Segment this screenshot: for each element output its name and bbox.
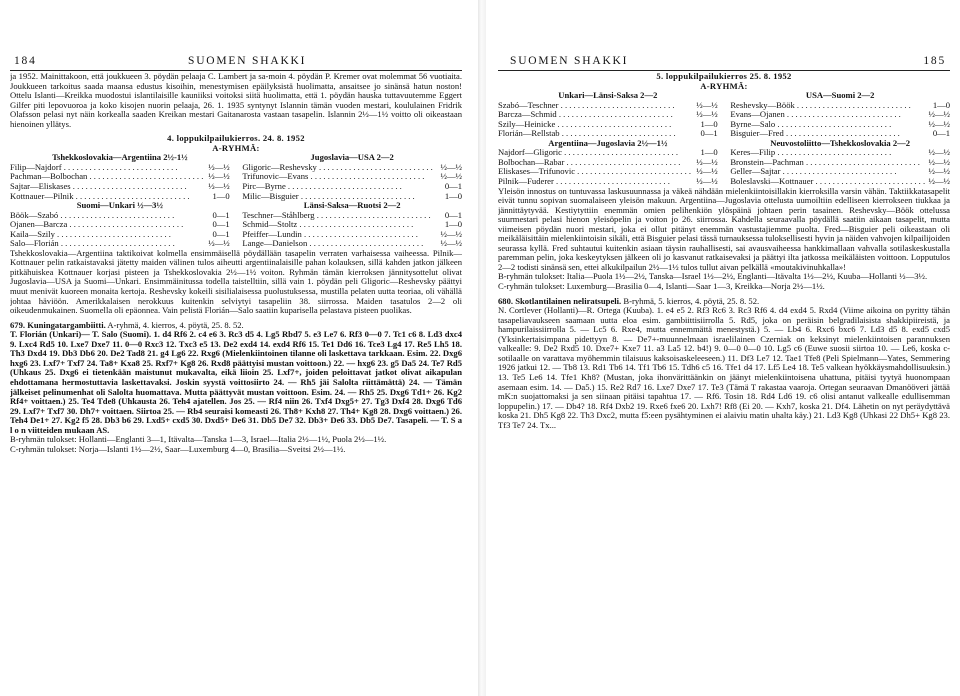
game-row: Schmid—Stoltz . . . 1—0 <box>242 220 462 230</box>
game-row: Trifunovic—Evans . . . ½—½ <box>242 172 462 182</box>
game-row: Gligoric—Reshevsky . . . ½—½ <box>242 163 462 173</box>
game-row: Lange—Danielson . . . ½—½ <box>242 239 462 249</box>
left-page <box>10 0 462 696</box>
match-title: Neuvostoliitto—Tshekkoslovakia 2—2 <box>770 137 911 148</box>
game-row: Pilnik—Fuderer . . . ½—½ <box>498 177 718 187</box>
game-row: Milic—Bisguier . . . 1—0 <box>242 192 462 202</box>
left-page-body <box>10 72 462 454</box>
game-row: Kaila—Szily . . . 0—1 <box>10 230 230 240</box>
right-page <box>498 0 950 696</box>
left-game-intro: A-ryhmä, 4. kierros, 4. pöytä, 25. 8. 52. <box>107 319 244 330</box>
book-gutter <box>478 0 486 696</box>
game-row: Keres—Filip . . . ½—½ <box>730 148 950 158</box>
left-group-heading: A-RYHMÄ: <box>212 142 260 153</box>
game-row: Geller—Sajtar . . . ½—½ <box>730 167 950 177</box>
right-results-column-b <box>730 91 950 186</box>
right-results-column-a <box>498 91 718 186</box>
game-row: Böök—Szabó . . . 0—1 <box>10 211 230 221</box>
match-title: Unkari—Länsi-Saksa 2—2 <box>558 90 658 101</box>
right-c-group-results: C-ryhmän tulokset: Luxemburg—Brasilia 0—4, Islanti—Saar 1—3, Kreikka—Norja 2½—1½. <box>498 281 825 292</box>
left-round-heading: 4. loppukilpailukierros. 24. 8. 1952 <box>167 133 305 144</box>
left-results-table <box>10 153 462 248</box>
game-row: Reshevsky—Böök . . . 1—0 <box>730 101 950 111</box>
game-row: Szabó—Teschner . . . ½—½ <box>498 101 718 111</box>
left-page-number: 184 <box>14 55 37 67</box>
left-game-moves: T. Florián (Unkari)— T. Salo (Suomi). 1. d4 Rf6 2. c4 e6 3. Rc3 d5 4. Lg5 Rbd7 5. e3 Le7 6. Rf3 0—0 7. Tc1 c6 8. Ld3 dxc4 9. Lxc4 Rd5 10. Lxe7 Dxe7 11. 0—0 Rxc3 12. Txc3 e5 13. De2 exd4 14. exd4 Rf6 15. Te1 Dd6 16. Tce3 Lg4 17. Re5 Lh5 18. Th3 Dxd4 19. Db3 Db6 20. De2 Tad8 21. g4 Lg6 22. Rxg6 (Mielenkiintoinen tilanne oli laskettava tarkkaan. Esim. 22. Dxg6 hxg6 23. Lxf7+ Txf7 24. Ta8+ Kxa8 25. Rxf7+ Kg8 26. Rxd8 päättyisi mustan voittoon.) 22. — hxg6 23. g5 Da5 24. Te7 Rd5 (Uhkaus 25. Dxg6 ei tietenkään maistunut mukavalta, eikä liioin 25. Lxf7+, joiden peloittavat jatkot olivat aikapulan ehdottamana hermostuttavia laskettavaksi. Joskin syystä voittosiirto 24. — Rh5 jäi Salolta riittämättä) 24. — Tämän jälkeiset pelinumenhat oli Salolta huomattava. Mutta päättyvät mustan voittoon. Esim. 24. — Rh5 25. Dxg6 Td1+ 26. Kg2 Rf4+ voittaen.) 25. Te4 Tde8 (Uhkausta 26. Teh4 ajatellen. Jos 25. — Rf4 niin 26. Txf4 Dxg5+ 27. Tg3 Dxf4 28. Dxg6 Td6 29. Lxf7+ Txf7 30. Dh7+ voittaen. Siirtoa 25. — Rb4 seuraisi komeasti 26. Th8+ Kxh8 27. Th4+ Kg8 28. Dxg6 voittaen.) 26. Teh4 De1+ 27. Kg2 f5 28. Db3 b6 29. Lxd5+ cxd5 30. Dxd5+ De6 31. Db5 De7 32. Db3+ De6 33. Db5 De7. Tasapeli. — T. S a l o n viitteiden mukaan AS. <box>10 329 462 435</box>
game-row: Kottnauer—Pilnik . . . 1—0 <box>10 192 230 202</box>
right-game-title: 680. Skotlantilainen neliratsupeli. <box>498 295 622 306</box>
right-page-header <box>498 46 950 71</box>
match-title: Jugoslavia—USA 2—2 <box>310 152 394 163</box>
game-row: Evans—Ojanen . . . ½—½ <box>730 110 950 120</box>
right-round-heading: 5. loppukilpailukierros 25. 8. 1952 <box>656 71 792 81</box>
match-title: Suomi—Unkari ½—3½ <box>76 200 163 211</box>
right-page-body <box>498 72 950 430</box>
game-row: Sajtar—Eliskases . . . ½—½ <box>10 182 230 192</box>
game-row: Pirc—Byrne . . . 0—1 <box>242 182 462 192</box>
match-title: Länsi-Saksa—Ruotsi 2—2 <box>303 200 401 211</box>
left-running-title: SUOMEN SHAKKI <box>188 55 307 67</box>
left-results-column-b <box>242 153 462 248</box>
left-paragraph-report: Tshekkoslovakia—Argentiina taktikoivat kolmella ensimmäisellä pöydällään tasapelin verraten varhaisessa vaiheessa. Pilnik—Kottnauer pelin ratkaistavaksi jätetty maiden välinen tulos aiheutti argentiinalaisille pahan kolauksen, sillä kahden jatkon jälkeen pitkähuiskea Kottnauer korjasi pisteen ja Tshekkoslovakia 2½—1½ voiton. Ryhmän tämän kierroksen jännitysottelut olivat Jugoslavia—USA ja Suomi—Unkari. Ensimmäinitussa todella taistelltiin, sillä vain 1. pöydän peli Gligoric—Reshevsky päättyi muut menivät kuoreen monaita kertoja. Reshevsky kokeili sisilialaisessa puolustuksessa, mustilla pelaten uutta teoriaa, oli vähällä johtaa häviöön. Amerikkalaisen nerokkuus kuitenkin selviytyi tasapeliin 38. siirrossa. Maiden tasatulos 2—2 oli oikeudenmukainen. Suomella oli epäonnea. Vain pelistä Florián—Salo saatiin kuparisella pelastava pisteen puolikas. <box>10 247 462 316</box>
match-title: USA—Suomi 2—2 <box>805 90 875 101</box>
right-results-table <box>498 91 950 186</box>
left-b-group-results: B-ryhmän tulokset: Hollanti—Englanti 3—1, Itävalta—Tanska 1—3, Israel—Italia 2½—1½, Puola 2½—1½. <box>10 434 387 445</box>
right-group-heading: A-RYHMÄ: <box>700 80 748 91</box>
right-page-number: 185 <box>923 55 946 67</box>
game-row: Byrne—Salo . . . ½—½ <box>730 120 950 130</box>
game-row: Pfeiffer—Lundin . . . ½—½ <box>242 230 462 240</box>
game-row: Salo—Florián . . . ½—½ <box>10 239 230 249</box>
game-row: Bisguier—Fred . . . 0—1 <box>730 129 950 139</box>
right-paragraph-report: Yleisön innostus on tuntuvassa laskusuunnassa ja väkeä nähdään mielenkiintoisillakin kierroksilla varsin vähän. Taktiikkatasapelit eivät tunnu sopivan suomalaiseen yleisön makuun. Argentiina—Jugoslavia ottelusta uumoiltiin edelliseen kierrokseen tiukkaa ja jännittäytyvää. Kestiytyttiin enemmän omien pelihenkiön ylöspäinä johtaen perin tasainen. Reshevsky—Böök ottelussa suurmestari pelasi hienon yleisöpelin ja voiton jo 26. siirrossa. Kahdella seuraavalla pöydällä saatiin aikaan tasapelit, mutta viimeisen pöydän nuori mestari, joka ei ollut pitänyt enemmän vastustajiemme puolta. Fred—Bisguier peli oikeastaan oli meikäläisittäin mielenkiintoisin sikäli, että Bisguier pelasi tässä turnauksessa tuloksellisesti hyvin ja näiden vahvojen kilpailijoiden seurassa kyllä. Fred suhtautui kuitenkin asiaan täysin rauhallisesti, sai avausvaiheessa hankkimallaan vahvalla sotilaskeskustalla paremman pelin, joka keskeytyksen jälkeen oli jo kasvanut ratkaisevaksi ja päättyi ilta jatkossa meikäläisten voittoon. Lopputulos 2—2 todisti sinänsä sen, ettei alkukilpailun 2½—1½ tulos tullut aivan pelkällä «moutakivinuhkalla»! <box>498 185 950 272</box>
left-game-title: 679. Kuningatargambiitti. <box>10 319 106 330</box>
game-row: Filip—Najdorf . . . ½—½ <box>10 163 230 173</box>
right-game-intro: B-ryhmä, 5. kierros, 4. pöytä, 25. 8. 52. <box>623 295 760 306</box>
game-row: Szily—Heinicke . . . 1—0 <box>498 120 718 130</box>
game-row: Teschner—Ståhlberg . . . 0—1 <box>242 211 462 221</box>
match-title: Argentiina—Jugoslavia 2½—1½ <box>548 137 668 148</box>
game-row: Bolbochan—Rabar . . . ½—½ <box>498 158 718 168</box>
game-row: Najdorf—Gligoric . . . 1—0 <box>498 148 718 158</box>
game-row: Barcza—Schmid . . . ½—½ <box>498 110 718 120</box>
left-results-column-a <box>10 153 230 248</box>
game-row: Eliskases—Trifunovic . . . ½—½ <box>498 167 718 177</box>
game-row: Boleslavski—Kottnauer . . . ½—½ <box>730 177 950 187</box>
right-game-moves: N. Cortlever (Hollanti)—R. Ortega (Kuuba). 1. e4 e5 2. Rf3 Rc6 3. Rc3 Rf6 4. d4 exd4 5. Rxd4 (Viime aikoina on pyritty tähän tasapeliavaukseen saamaan uutta eloa esim. gambiittisiirrolla 5. Rd5, joka on peräisin belgradilaisista shakkipiireistä, ja hampurilaissiirrolla 5. — Lc5 6. Rxe4, mutta ennemmättä menestystä.) 5. — Lb4 6. Rxc6 bxc6 7. Ld3 d5 8. exd5 cxd5 (Yksinkertaisimpana pidettyyn 8. — De7+-muunnelmaan israelilainen Czerniak on keksinyt mielenkiintoisen parannuksen valkealle: 9. De2 Rxd5 10. Dxe7+ Kxe7 11. a3 La5 12. b4!) 9. 0—0 0—0 10. Lg5 c6 (Euwe suosii siirtoa 10. — Le6, koska c-sotilaalle on varattava myöhemmin tilaisuus kaksoisaskeleeseen.) 11. Df3 Le7 12. Tae1 Tfe8 (Peli Spielmann—Yates, Semmering 1926 jatkui 12. — Tb8 13. Rd1 Tb6 14. Tf1 Tb6 15. Tdh6 c5 16. Tfe1 d4 17. Lf5 Le4 18. Te5 valkean hyökkäysmahdollisuuksin.) 13. Te5 Le6 14. Tfe1 Kh8? (Mustan, joka ihonvärittäänkin on jäänyt mielenkiintoisena uhattuna, pitäisi tyytyä huonompaan asemaan esim. 14. — Da5.) 15. Re2 Rd7 16. Lxe7 Dxe7 17. Te3 (Tämä T rakastaa vaaroja. Ortegan seuraavan Dmanööveri jättää mK:n suojattomaksi ja sen siinaan pitäisi tapahtua 17. — Rf6. Tosin 18. Rd4 Ld6 19. c6 olisi antanut valkealle edullisemman loppupelin.) 17. — Db4? 18. Rf4 Dxb2 19. Rxe6 fxe6 20. Lxh7! Rf8 (Ei 20. — Kxh7, koska 21. Df4. Lähetin on nyt peräydyttävä koska 21. Dh5 Kg8 22. Th3 Dxc2, mutta f5:een pysähtyminen ei alaiviu matin uhalta käy.) 21. Ld3 Kg8 (Uhkasi 22 Dh5+ Kg8 23. Tf3 Te7 24. Tx... <box>498 305 950 430</box>
right-running-title: SUOMEN SHAKKI <box>510 55 629 67</box>
game-row: Bronstein—Pachman . . . ½—½ <box>730 158 950 168</box>
match-title: Tshekkoslovakia—Argentiina 2½-1½ <box>52 152 188 163</box>
left-paragraph-intro: ja 1952. Mainittakoon, että joukkueen 3. pöydän pelaaja C. Lambert ja sa-moin 4. pöydän P. Kremer ovat molemmat 56 vuotiaita. Joukkueen tarkoitus saada maansa edustus kisoihin, menestymisen epäilyksistä huolimatta, ansaitsee jo sinänsä hatun noston! Ottelu Islanti—Kreikka muodostui islantilaisille kauniiksi voitoksi siitä huolimatta, että 1. pöydän hauska tuttavuutemme Eggert Gilfer piti lepovuoroa ja koko kisojen nuorin pelaaja, 26. 1. 1935 syntynyt Islannin tämän vuoden mestari, koululainen Fridrik Olafsson pelasi nyt näin korkealla saaden Kreikan mestari Gaitanarosta vastaan tasapelin. Islannin 2½—1½ voitto oli oikeastaan hienoinen yllätys. <box>10 71 462 129</box>
left-page-header <box>10 46 462 71</box>
game-row: Pachman—Bolbochan . . . ½—½ <box>10 172 230 182</box>
game-row: Florián—Rellstab . . . 0—1 <box>498 129 718 139</box>
game-row: Ojanen—Barcza . . . 0—1 <box>10 220 230 230</box>
left-c-group-results: C-ryhmän tulokset: Norja—Islanti 1½—2½, Saar—Luxemburg 4—0, Brasilia—Sveitsi 2½—1½. <box>10 443 346 454</box>
right-b-group-results: B-ryhmän tulokset: Italia—Puola 1½—2½, Tanska—Israel 1½—2½, Englanti—Itävalta 1½—2½, Kuuba—Hollanti ½—3½. <box>498 271 928 282</box>
